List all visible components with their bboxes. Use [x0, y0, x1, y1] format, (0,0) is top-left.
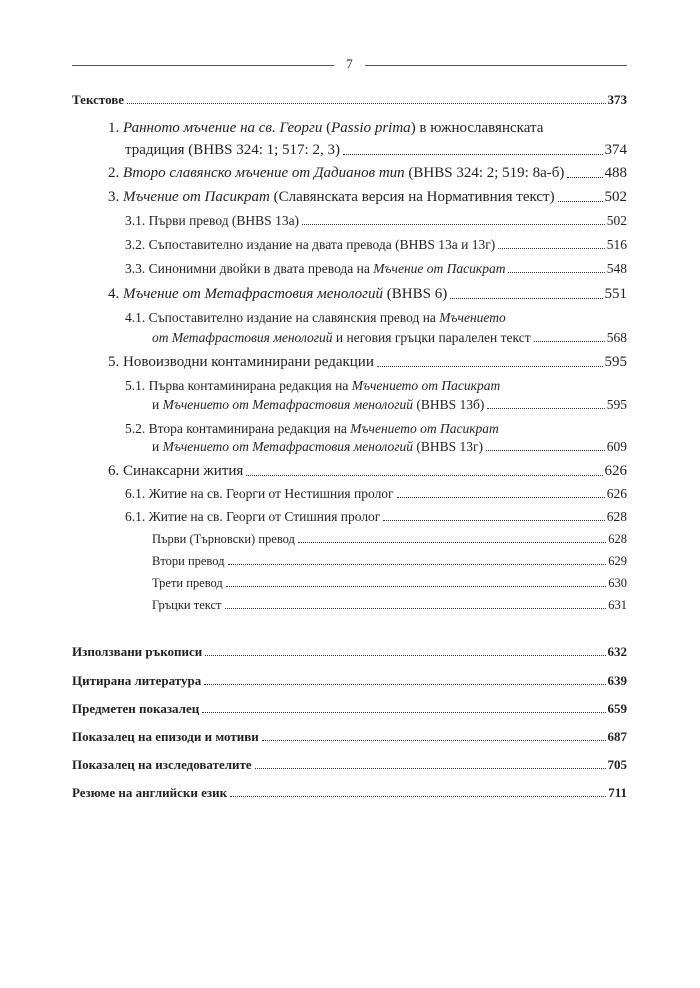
toc-title: (BHBS 13г)	[412, 439, 484, 454]
toc-num: 4.1.	[125, 310, 146, 325]
toc-episode-index[interactable]	[72, 729, 627, 745]
toc-entry-3-2[interactable]	[125, 237, 627, 253]
dot-leader	[262, 740, 606, 741]
toc-entry-6-1b[interactable]	[125, 509, 627, 525]
toc-num: 6.1.	[125, 509, 146, 524]
toc-entry-5-2-line1[interactable]	[125, 421, 499, 437]
toc-title: Съпоставително издание на двата превода (BHBS 13а и 13г)	[148, 237, 496, 252]
toc-title-italic: Мъчение от Пасикрат	[123, 189, 270, 205]
toc-page: 548	[606, 261, 627, 276]
dot-leader	[230, 796, 606, 797]
toc-page: 609	[606, 439, 627, 454]
toc-page: 568	[606, 330, 627, 345]
toc-title: Новоизводни контаминирани редакции	[123, 354, 374, 370]
toc-num: 3.	[108, 189, 120, 205]
dot-leader	[487, 408, 604, 409]
toc-title-italic: Мъчение от Метафрастовия менологий	[123, 286, 384, 302]
toc-page: 629	[608, 554, 627, 568]
toc-title-italic: от Метафрастовия менологий	[152, 330, 333, 345]
toc-title: и	[152, 439, 163, 454]
dot-leader	[567, 177, 602, 178]
toc-title-italic: Мъчение от Пасикрат	[373, 261, 506, 276]
toc-num: 3.1.	[125, 213, 146, 228]
toc-entry-1-line2[interactable]	[125, 142, 627, 159]
toc-page: 373	[607, 92, 627, 107]
toc-page: 551	[604, 286, 627, 302]
dot-leader	[486, 450, 605, 451]
toc-num: 6.1.	[125, 486, 146, 501]
dot-leader	[205, 655, 605, 656]
dot-leader	[377, 366, 603, 367]
dot-leader	[534, 341, 605, 342]
dot-leader	[246, 475, 602, 476]
dot-leader	[302, 224, 605, 225]
toc-page: 659	[607, 701, 627, 716]
table-of-contents	[72, 0, 627, 988]
dot-leader	[498, 248, 605, 249]
toc-entry-greek-text[interactable]	[152, 598, 627, 613]
toc-title: традиция (BHBS 324: 1; 517: 2, 3)	[125, 142, 340, 158]
page-number: 7	[346, 56, 353, 71]
toc-entry-4-1-line2[interactable]	[152, 330, 627, 346]
dot-leader	[343, 154, 603, 155]
toc-page: 639	[607, 673, 627, 688]
toc-manuscripts[interactable]	[72, 644, 627, 660]
toc-title-italic: Мъчението от Метафрастовия менологий	[162, 439, 413, 454]
toc-entry-5-1-line2[interactable]	[152, 397, 627, 413]
toc-title: Втори превод	[152, 554, 225, 568]
toc-title: (BHBS 13б)	[412, 397, 485, 412]
toc-title-italic: Мъчението	[439, 310, 506, 325]
toc-english-summary[interactable]	[72, 785, 627, 801]
dot-leader	[298, 542, 606, 543]
toc-title: ) в южнославянската	[410, 120, 544, 136]
toc-page: 628	[608, 532, 627, 546]
dot-leader	[204, 684, 605, 685]
toc-num: 5.1.	[125, 378, 146, 393]
toc-title: Първи (Търновски) превод	[152, 532, 295, 546]
toc-title: Синаксарни жития	[123, 463, 244, 479]
toc-page: 632	[607, 644, 627, 659]
toc-page: 595	[604, 354, 627, 370]
toc-title: Съпоставително издание на славянския превод на	[148, 310, 440, 325]
toc-researcher-index[interactable]	[72, 757, 627, 773]
toc-title: (BHBS 6)	[383, 286, 448, 302]
dot-leader	[226, 586, 606, 587]
toc-page: 687	[607, 729, 627, 744]
toc-entry-5-2-line2[interactable]	[152, 439, 627, 455]
dot-leader	[127, 103, 605, 104]
dot-leader	[202, 712, 605, 713]
toc-page: 626	[606, 486, 627, 501]
toc-page: 626	[604, 463, 627, 479]
toc-num: 3.3.	[125, 261, 146, 276]
toc-entry-5[interactable]	[108, 354, 627, 371]
toc-page: 628	[606, 509, 627, 524]
toc-entry-translation-3[interactable]	[152, 576, 627, 591]
toc-entry-4[interactable]	[108, 286, 627, 303]
dot-leader	[228, 564, 607, 565]
toc-title: Синонимни двойки в двата превода на	[148, 261, 374, 276]
toc-title: Първи превод (BHBS 13а)	[148, 213, 300, 228]
toc-section-texts[interactable]	[72, 92, 627, 108]
toc-entry-6[interactable]	[108, 463, 627, 480]
toc-title: Предметен показалец	[72, 701, 200, 716]
toc-entry-3-3[interactable]	[125, 261, 627, 277]
toc-title: и	[152, 397, 163, 412]
toc-num: 5.2.	[125, 421, 146, 436]
toc-title-italic: Passio prima	[331, 120, 411, 136]
toc-title: Трети превод	[152, 576, 223, 590]
dot-leader	[397, 497, 605, 498]
toc-title-italic: Мъчението от Пасикрат	[351, 378, 501, 393]
toc-page: 374	[604, 142, 627, 158]
toc-num: 1.	[108, 120, 120, 136]
toc-page: 516	[606, 237, 627, 252]
toc-title-italic: Ранното мъчение на св. Георги	[123, 120, 323, 136]
toc-title: Използвани ръкописи	[72, 644, 203, 659]
toc-num: 6.	[108, 463, 120, 479]
toc-page: 502	[606, 213, 627, 228]
toc-title: Цитирана литература	[72, 673, 202, 688]
dot-leader	[225, 608, 607, 609]
toc-title: Първа контаминирана редакция на	[148, 378, 352, 393]
toc-entry-5-1-line1[interactable]	[125, 378, 500, 394]
dot-leader	[450, 298, 602, 299]
toc-literature[interactable]	[72, 673, 627, 689]
dot-leader	[383, 520, 604, 521]
toc-num: 4.	[108, 286, 120, 302]
toc-entry-3[interactable]	[108, 189, 627, 206]
toc-num: 5.	[108, 354, 120, 370]
toc-page: 502	[604, 189, 627, 205]
toc-title: (BHBS 324: 2; 519: 8а-б)	[404, 165, 565, 181]
dot-leader	[558, 201, 603, 202]
toc-page: 630	[608, 576, 627, 590]
toc-title: Резюме на английски език	[72, 785, 228, 800]
toc-title: и неговия гръцки паралелен текст	[332, 330, 531, 345]
toc-num: 2.	[108, 165, 120, 181]
toc-title: Житие на св. Георги от Стишния пролог	[148, 509, 381, 524]
toc-page: 595	[606, 397, 627, 412]
toc-title: Житие на св. Георги от Нестишния пролог	[148, 486, 394, 501]
toc-title: Показалец на изследователите	[72, 757, 252, 772]
toc-title-italic: Мъчението от Пасикрат	[350, 421, 499, 436]
toc-entry-4-1-line1[interactable]	[125, 310, 506, 326]
dot-leader	[508, 272, 604, 273]
toc-page: 631	[608, 598, 627, 612]
toc-title-italic: Мъчението от Метафрастовия менологий	[162, 397, 413, 412]
dot-leader	[255, 768, 606, 769]
toc-entry-6-1a[interactable]	[125, 486, 627, 502]
toc-title: Текстове	[72, 92, 125, 107]
toc-entry-translation-1[interactable]	[152, 532, 627, 547]
toc-title: Втора контаминирана редакция на	[148, 421, 351, 436]
toc-page: 711	[608, 785, 627, 800]
toc-entry-translation-2[interactable]	[152, 554, 627, 569]
toc-title-italic: Второ славянско мъчение от Дадианов тип	[123, 165, 405, 181]
toc-subject-index[interactable]	[72, 701, 627, 717]
toc-entry-3-1[interactable]	[125, 213, 627, 229]
toc-page: 488	[604, 165, 627, 181]
toc-title: Показалец на епизоди и мотиви	[72, 729, 259, 744]
toc-entry-1-line1[interactable]	[108, 120, 543, 137]
toc-title: (	[322, 120, 332, 136]
toc-title: Гръцки текст	[152, 598, 222, 612]
toc-num: 3.2.	[125, 237, 146, 252]
toc-entry-2[interactable]	[108, 165, 627, 182]
toc-page: 705	[607, 757, 627, 772]
toc-title: (Славянската версия на Нормативния текст)	[269, 189, 555, 205]
